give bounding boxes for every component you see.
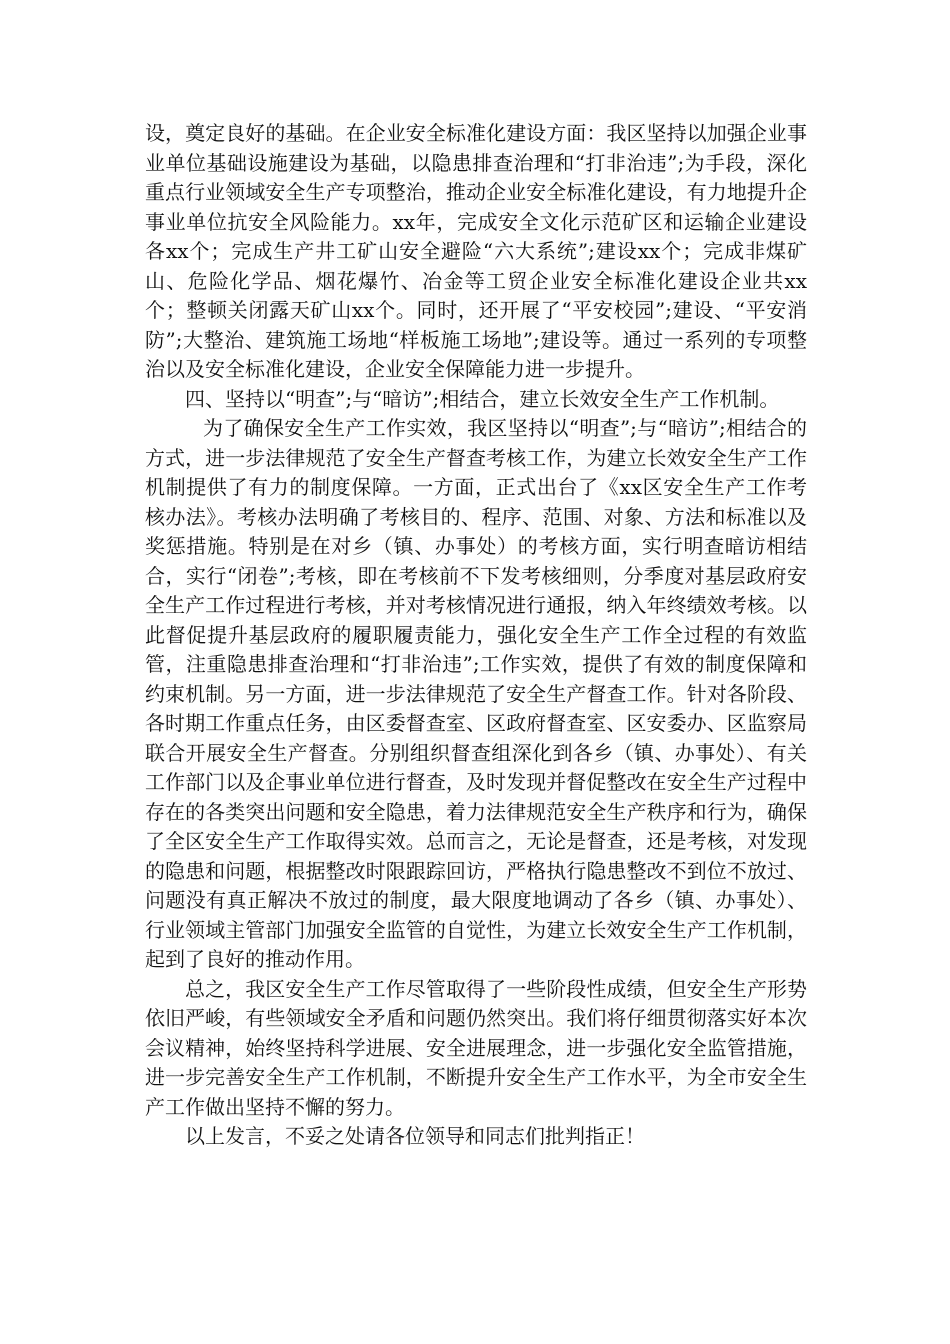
document-body [145, 119, 807, 1152]
paragraph-closing: 以上发言，不妥之处请各位领导和同志们批判指正！ [185, 1124, 645, 1148]
paragraph-continuation: 设，奠定良好的基础。在企业安全标准化建设方面：我区坚持以加强企业事业单位基础设施建设为基础，以隐患排查治理和“打非治违”;为手段，深化重点行业领域安全生产专项整治，推动企业安全标准化建设，有力地提升企事业单位抗安全风险能力。xx年，完成安全文化示范矿区和运输企业建设各xx个；完成生产井工矿山安全避险“六大系统”;建设xx个；完成非煤矿山、危险化学品、烟花爆竹、冶金等工贸企业安全标准化建设企业共xx个；整顿关闭露天矿山xx个。同时，还开展了“平安校园”;建设、“平安消防”;大整治、建筑施工场地“样板施工场地”;建设等。通过一系列的专项整治以及安全标准化建设，企业安全保障能力进一步提升。 [145, 121, 807, 381]
paragraph-inspection-mechanism: 为了确保安全生产工作实效，我区坚持以“明查”;与“暗访”;相结合的方式，进一步法律规范了安全生产督查考核工作，为建立长效安全生产工作机制提供了有力的制度保障。一方面，正式出台了《xx区安全生产工作考核办法》。考核办法明确了考核目的、程序、范围、对象、方法和标准以及奖惩措施。特别是在对乡（镇、办事处）的考核方面，实行明查暗访相结合，实行“闭卷”;考核，即在考核前不下发考核细则，分季度对基层政府安全生产工作过程进行考核，并对考核情况进行通报，纳入年终绩效考核。以此督促提升基层政府的履职履责能力，强化安全生产工作全过程的有效监管，注重隐患排查治理和“打非治违”;工作实效，提供了有效的制度保障和约束机制。另一方面，进一步法律规范了安全生产督查工作。针对各阶段、各时期工作重点任务，由区委督查室、区政府督查室、区安委办、区监察局联合开展安全生产督查。分别组织督查组深化到各乡（镇、办事处）、有关工作部门以及企事业单位进行督查，及时发现并督促整改在安全生产过程中存在的各类突出问题和安全隐患，着力法律规范安全生产秩序和行为，确保了全区安全生产工作取得实效。总而言之，无论是督查，还是考核，对发现的隐患和问题，根据整改时限跟踪回访，严格执行隐患整改不到位不放过、问题没有真正解决不放过的制度，最大限度地调动了各乡（镇、办事处）、行业领域主管部门加强安全监管的自觉性，为建立长效安全生产工作机制，起到了良好的推动作用。 [145, 416, 807, 971]
paragraph-summary: 总之，我区安全生产工作尽管取得了一些阶段性成绩，但安全生产形势依旧严峻，有些领域安全矛盾和问题仍然突出。我们将仔细贯彻落实好本次会议精神，始终坚持科学进展、安全进展理念，进一步强化安全监管措施，进一步完善安全生产工作机制，不断提升安全生产工作水平，为全市安全生产工作做出坚持不懈的努力。 [145, 976, 807, 1119]
section-heading-four: 四、坚持以“明查”;与“暗访”;相结合，建立长效安全生产工作机制。 [185, 386, 780, 411]
